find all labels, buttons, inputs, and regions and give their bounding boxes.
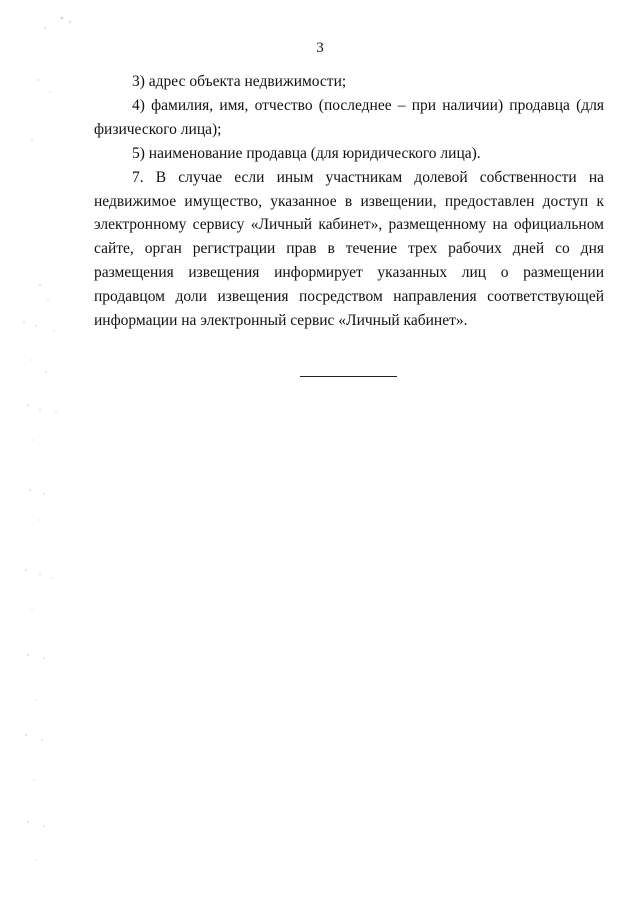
end-of-text-separator	[300, 376, 397, 377]
list-item-property-address: 3) адрес объекта недвижимости;	[132, 73, 347, 90]
scan-noise-artifact	[10, 0, 90, 905]
list-item-seller-full-name: 4) фамилия, имя, отчество (последнее – при наличии) продавца (для физического лица);	[94, 96, 604, 138]
page-number: 3	[316, 40, 324, 56]
document-body	[94, 70, 604, 333]
list-item-seller-company-name: 5) наименование продавца (для юридического лица).	[132, 144, 481, 162]
clause-7-paragraph: 7. В случае если иным участникам долевой собственности на недвижимое имущество, указанное в извещении, предоставлен доступ к электронному сервису «Личный кабинет», размещенному на официальном сайте, орган регистрации прав в течение трех рабочих дней со дня размещения извещения информирует указанных лиц о размещении продавцом доли извещения посредством направления соответствующей информации на электронный сервис «Личный кабинет».	[94, 168, 604, 330]
